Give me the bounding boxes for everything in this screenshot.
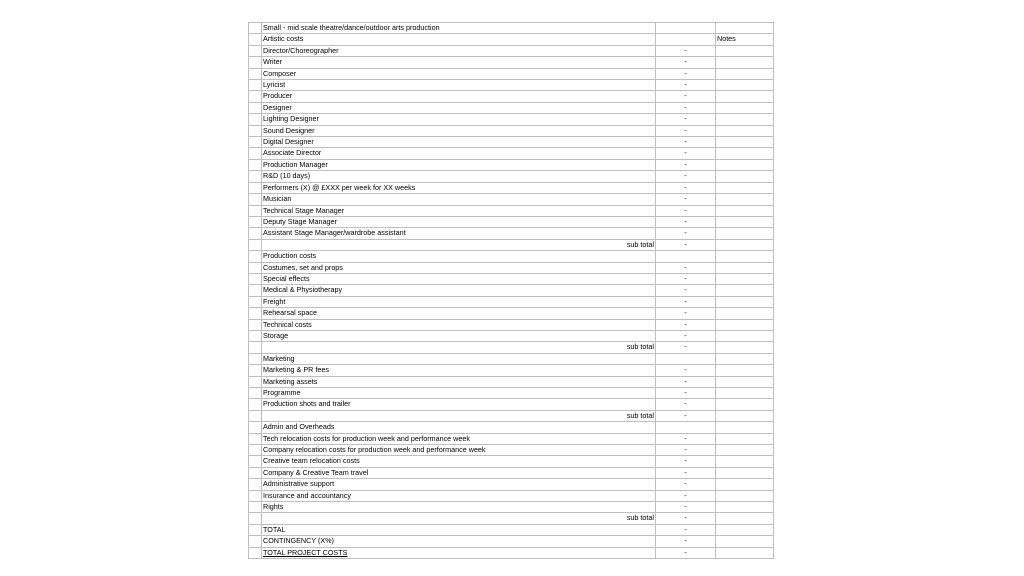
row-gutter-cell[interactable] <box>249 205 262 216</box>
line-item-label-cell[interactable]: TOTAL <box>262 524 656 535</box>
notes-cell[interactable] <box>716 251 774 262</box>
table-row <box>249 194 774 205</box>
amount-cell[interactable]: - <box>656 342 716 353</box>
line-item-label-cell[interactable]: Programme <box>262 388 656 399</box>
line-item-label-cell[interactable]: Costumes, set and props <box>262 262 656 273</box>
table-row <box>249 45 774 56</box>
line-item-label-cell[interactable]: CONTINGENCY (X%) <box>262 536 656 547</box>
row-gutter-cell[interactable] <box>249 23 262 34</box>
notes-cell[interactable] <box>716 80 774 91</box>
row-gutter-cell[interactable] <box>249 422 262 433</box>
amount-cell[interactable]: - <box>656 194 716 205</box>
line-item-label: TOTAL PROJECT COSTS <box>263 547 348 557</box>
amount-cell[interactable]: - <box>656 148 716 159</box>
notes-cell[interactable] <box>716 342 774 353</box>
notes-cell[interactable] <box>716 319 774 330</box>
row-gutter-cell[interactable] <box>249 57 262 68</box>
table-row <box>249 456 774 467</box>
row-gutter-cell[interactable] <box>249 536 262 547</box>
notes-cell[interactable] <box>716 159 774 170</box>
table-row <box>249 251 774 262</box>
table-row <box>249 57 774 68</box>
notes-cell[interactable] <box>716 308 774 319</box>
row-gutter-cell[interactable] <box>249 159 262 170</box>
table-row <box>249 296 774 307</box>
table-row <box>249 388 774 399</box>
subtotal-label-cell[interactable]: sub total <box>262 239 656 250</box>
line-item-label-cell[interactable]: Production Manager <box>262 159 656 170</box>
table-row <box>249 513 774 524</box>
notes-cell[interactable] <box>716 205 774 216</box>
amount-cell[interactable]: - <box>656 114 716 125</box>
line-item-label-cell[interactable]: Lyricist <box>262 80 656 91</box>
notes-cell[interactable] <box>716 102 774 113</box>
table-row <box>249 205 774 216</box>
table-row <box>249 125 774 136</box>
line-item-label-cell[interactable]: Performers (X) @ £XXX per week for XX weeks <box>262 182 656 193</box>
table-row <box>249 148 774 159</box>
row-gutter-cell[interactable] <box>249 342 262 353</box>
amount-cell[interactable]: - <box>656 445 716 456</box>
notes-cell[interactable] <box>716 68 774 79</box>
row-gutter-cell[interactable] <box>249 490 262 501</box>
line-item-label-cell[interactable]: Digital Designer <box>262 137 656 148</box>
line-item-label-cell[interactable]: Composer <box>262 68 656 79</box>
table-row <box>249 23 774 34</box>
amount-cell[interactable]: - <box>656 137 716 148</box>
row-gutter-cell[interactable] <box>249 91 262 102</box>
notes-cell[interactable] <box>716 536 774 547</box>
line-item-label-cell[interactable]: Musician <box>262 194 656 205</box>
row-gutter-cell[interactable] <box>249 399 262 410</box>
amount-cell[interactable] <box>656 34 716 45</box>
table-row <box>249 536 774 547</box>
table-row <box>249 410 774 421</box>
notes-cell[interactable] <box>716 502 774 513</box>
budget-spreadsheet <box>248 22 774 559</box>
amount-cell[interactable]: - <box>656 536 716 547</box>
amount-cell[interactable]: - <box>656 410 716 421</box>
notes-cell[interactable] <box>716 114 774 125</box>
table-row <box>249 80 774 91</box>
amount-cell[interactable]: - <box>656 524 716 535</box>
amount-cell[interactable]: - <box>656 216 716 227</box>
notes-cell[interactable] <box>716 57 774 68</box>
row-gutter-cell[interactable] <box>249 216 262 227</box>
row-gutter-cell[interactable] <box>249 194 262 205</box>
row-gutter-cell[interactable] <box>249 467 262 478</box>
row-gutter-cell[interactable] <box>249 524 262 535</box>
table-row <box>249 137 774 148</box>
table-row <box>249 102 774 113</box>
notes-cell[interactable] <box>716 91 774 102</box>
table-row <box>249 547 774 558</box>
table-row <box>249 91 774 102</box>
amount-cell[interactable]: - <box>656 45 716 56</box>
row-gutter-cell[interactable] <box>249 410 262 421</box>
row-gutter-cell[interactable] <box>249 388 262 399</box>
notes-cell[interactable] <box>716 216 774 227</box>
table-row <box>249 228 774 239</box>
row-gutter-cell[interactable] <box>249 445 262 456</box>
amount-cell[interactable]: - <box>656 547 716 558</box>
line-item-label-cell[interactable]: Lighting Designer <box>262 114 656 125</box>
row-gutter-cell[interactable] <box>249 34 262 45</box>
notes-cell[interactable] <box>716 296 774 307</box>
amount-cell[interactable] <box>656 23 716 34</box>
table-row <box>249 182 774 193</box>
line-item-label-cell[interactable]: Rights <box>262 502 656 513</box>
amount-cell[interactable]: - <box>656 479 716 490</box>
budget-table-body <box>249 23 774 559</box>
row-gutter-cell[interactable] <box>249 182 262 193</box>
line-item-label-cell[interactable]: Associate Director <box>262 148 656 159</box>
notes-cell[interactable] <box>716 262 774 273</box>
amount-cell[interactable]: - <box>656 285 716 296</box>
table-row <box>249 262 774 273</box>
row-gutter-cell[interactable] <box>249 433 262 444</box>
row-gutter-cell[interactable] <box>249 479 262 490</box>
row-gutter-cell[interactable] <box>249 353 262 364</box>
notes-cell[interactable] <box>716 524 774 535</box>
row-gutter-cell[interactable] <box>249 114 262 125</box>
notes-cell[interactable] <box>716 285 774 296</box>
notes-cell[interactable] <box>716 479 774 490</box>
row-gutter-cell[interactable] <box>249 456 262 467</box>
notes-cell[interactable] <box>716 239 774 250</box>
notes-cell[interactable] <box>716 171 774 182</box>
row-gutter-cell[interactable] <box>249 513 262 524</box>
line-item-label-cell[interactable]: Designer <box>262 102 656 113</box>
row-gutter-cell[interactable] <box>249 285 262 296</box>
line-item-label-cell[interactable]: Freight <box>262 296 656 307</box>
notes-cell[interactable] <box>716 45 774 56</box>
amount-cell[interactable]: - <box>656 467 716 478</box>
line-item-label-cell[interactable]: Insurance and accountancy <box>262 490 656 501</box>
amount-cell[interactable]: - <box>656 205 716 216</box>
table-row <box>249 376 774 387</box>
row-gutter-cell[interactable] <box>249 125 262 136</box>
line-item-label-cell[interactable]: Producer <box>262 91 656 102</box>
line-item-label-cell[interactable]: Special effects <box>262 273 656 284</box>
table-row <box>249 159 774 170</box>
amount-cell[interactable]: - <box>656 296 716 307</box>
line-item-label-cell[interactable]: Production costs <box>262 251 656 262</box>
amount-cell[interactable] <box>656 251 716 262</box>
notes-cell[interactable] <box>716 330 774 341</box>
notes-cell[interactable] <box>716 148 774 159</box>
notes-cell[interactable] <box>716 445 774 456</box>
row-gutter-cell[interactable] <box>249 308 262 319</box>
notes-cell[interactable] <box>716 365 774 376</box>
line-item-label-cell[interactable] <box>262 547 656 558</box>
line-item-label-cell[interactable]: Marketing & PR fees <box>262 365 656 376</box>
row-gutter-cell[interactable] <box>249 365 262 376</box>
notes-cell[interactable] <box>716 410 774 421</box>
table-row <box>249 524 774 535</box>
row-gutter-cell[interactable] <box>249 171 262 182</box>
line-item-label-cell[interactable]: Deputy Stage Manager <box>262 216 656 227</box>
notes-cell[interactable] <box>716 399 774 410</box>
amount-cell[interactable]: - <box>656 239 716 250</box>
line-item-label-cell[interactable]: Assistant Stage Manager/wardrobe assistant <box>262 228 656 239</box>
amount-cell[interactable]: - <box>656 159 716 170</box>
amount-cell[interactable]: - <box>656 490 716 501</box>
row-gutter-cell[interactable] <box>249 262 262 273</box>
notes-cell[interactable] <box>716 467 774 478</box>
row-gutter-cell[interactable] <box>249 502 262 513</box>
notes-cell[interactable] <box>716 490 774 501</box>
amount-cell[interactable]: - <box>656 319 716 330</box>
amount-cell[interactable]: - <box>656 171 716 182</box>
line-item-label-cell[interactable]: Artistic costs <box>262 34 656 45</box>
table-row <box>249 422 774 433</box>
notes-cell[interactable] <box>716 376 774 387</box>
line-item-label-cell[interactable]: Technical Stage Manager <box>262 205 656 216</box>
notes-cell[interactable] <box>716 433 774 444</box>
row-gutter-cell[interactable] <box>249 45 262 56</box>
amount-cell[interactable] <box>656 353 716 364</box>
line-item-label-cell[interactable]: Company & Creative Team travel <box>262 467 656 478</box>
subtotal-label-cell[interactable]: sub total <box>262 513 656 524</box>
table-row <box>249 490 774 501</box>
row-gutter-cell[interactable] <box>249 296 262 307</box>
amount-cell[interactable]: - <box>656 273 716 284</box>
row-gutter-cell[interactable] <box>249 68 262 79</box>
line-item-label-cell[interactable]: Production shots and trailer <box>262 399 656 410</box>
row-gutter-cell[interactable] <box>249 376 262 387</box>
table-row <box>249 353 774 364</box>
amount-cell[interactable]: - <box>656 365 716 376</box>
line-item-label-cell[interactable]: Medical & Physiotherapy <box>262 285 656 296</box>
row-gutter-cell[interactable] <box>249 102 262 113</box>
table-row <box>249 433 774 444</box>
line-item-label-cell[interactable]: Admin and Overheads <box>262 422 656 433</box>
line-item-label-cell[interactable]: Writer <box>262 57 656 68</box>
table-row <box>249 216 774 227</box>
notes-cell[interactable] <box>716 422 774 433</box>
table-row <box>249 399 774 410</box>
notes-cell[interactable] <box>716 513 774 524</box>
row-gutter-cell[interactable] <box>249 273 262 284</box>
amount-cell[interactable]: - <box>656 308 716 319</box>
notes-cell[interactable] <box>716 182 774 193</box>
table-row <box>249 467 774 478</box>
line-item-label-cell[interactable]: Administrative support <box>262 479 656 490</box>
amount-cell[interactable]: - <box>656 57 716 68</box>
table-row <box>249 308 774 319</box>
line-item-label-cell[interactable]: Marketing <box>262 353 656 364</box>
table-row <box>249 239 774 250</box>
table-row <box>249 114 774 125</box>
amount-cell[interactable]: - <box>656 456 716 467</box>
table-row <box>249 273 774 284</box>
amount-cell[interactable]: - <box>656 433 716 444</box>
notes-cell[interactable] <box>716 194 774 205</box>
row-gutter-cell[interactable] <box>249 251 262 262</box>
line-item-label-cell[interactable]: Rehearsal space <box>262 308 656 319</box>
notes-cell[interactable] <box>716 547 774 558</box>
notes-cell[interactable] <box>716 23 774 34</box>
row-gutter-cell[interactable] <box>249 228 262 239</box>
amount-cell[interactable] <box>656 422 716 433</box>
table-row <box>249 319 774 330</box>
row-gutter-cell[interactable] <box>249 547 262 558</box>
amount-cell[interactable]: - <box>656 262 716 273</box>
table-row <box>249 330 774 341</box>
amount-cell[interactable]: - <box>656 388 716 399</box>
table-row <box>249 171 774 182</box>
table-row <box>249 285 774 296</box>
line-item-label-cell[interactable]: Technical costs <box>262 319 656 330</box>
line-item-label-cell[interactable]: Company relocation costs for production week and performance week <box>262 445 656 456</box>
line-item-label-cell[interactable]: Director/Choreographer <box>262 45 656 56</box>
amount-cell[interactable]: - <box>656 513 716 524</box>
subtotal-label-cell[interactable]: sub total <box>262 342 656 353</box>
notes-cell[interactable]: Notes <box>716 34 774 45</box>
row-gutter-cell[interactable] <box>249 80 262 91</box>
row-gutter-cell[interactable] <box>249 239 262 250</box>
amount-cell[interactable]: - <box>656 125 716 136</box>
line-item-label-cell[interactable]: R&D (10 days) <box>262 171 656 182</box>
amount-cell[interactable]: - <box>656 228 716 239</box>
row-gutter-cell[interactable] <box>249 137 262 148</box>
notes-cell[interactable] <box>716 456 774 467</box>
line-item-label-cell[interactable]: Creative team relocation costs <box>262 456 656 467</box>
amount-cell[interactable]: - <box>656 399 716 410</box>
table-row <box>249 479 774 490</box>
amount-cell[interactable]: - <box>656 102 716 113</box>
table-row <box>249 445 774 456</box>
amount-cell[interactable]: - <box>656 376 716 387</box>
line-item-label-cell[interactable]: Marketing assets <box>262 376 656 387</box>
notes-cell[interactable] <box>716 137 774 148</box>
line-item-label-cell[interactable]: Small - mid scale theatre/dance/outdoor arts production <box>262 23 656 34</box>
amount-cell[interactable]: - <box>656 502 716 513</box>
row-gutter-cell[interactable] <box>249 330 262 341</box>
line-item-label-cell[interactable]: Storage <box>262 330 656 341</box>
row-gutter-cell[interactable] <box>249 319 262 330</box>
table-row <box>249 34 774 45</box>
subtotal-label-cell[interactable]: sub total <box>262 410 656 421</box>
notes-cell[interactable] <box>716 273 774 284</box>
notes-cell[interactable] <box>716 228 774 239</box>
amount-cell[interactable]: - <box>656 182 716 193</box>
table-row <box>249 342 774 353</box>
notes-cell[interactable] <box>716 353 774 364</box>
notes-cell[interactable] <box>716 388 774 399</box>
notes-cell[interactable] <box>716 125 774 136</box>
amount-cell[interactable]: - <box>656 80 716 91</box>
line-item-label-cell[interactable]: Sound Designer <box>262 125 656 136</box>
amount-cell[interactable]: - <box>656 91 716 102</box>
table-row <box>249 68 774 79</box>
line-item-label-cell[interactable]: Tech relocation costs for production week and performance week <box>262 433 656 444</box>
table-row <box>249 502 774 513</box>
table-row <box>249 365 774 376</box>
row-gutter-cell[interactable] <box>249 148 262 159</box>
amount-cell[interactable]: - <box>656 68 716 79</box>
amount-cell[interactable]: - <box>656 330 716 341</box>
